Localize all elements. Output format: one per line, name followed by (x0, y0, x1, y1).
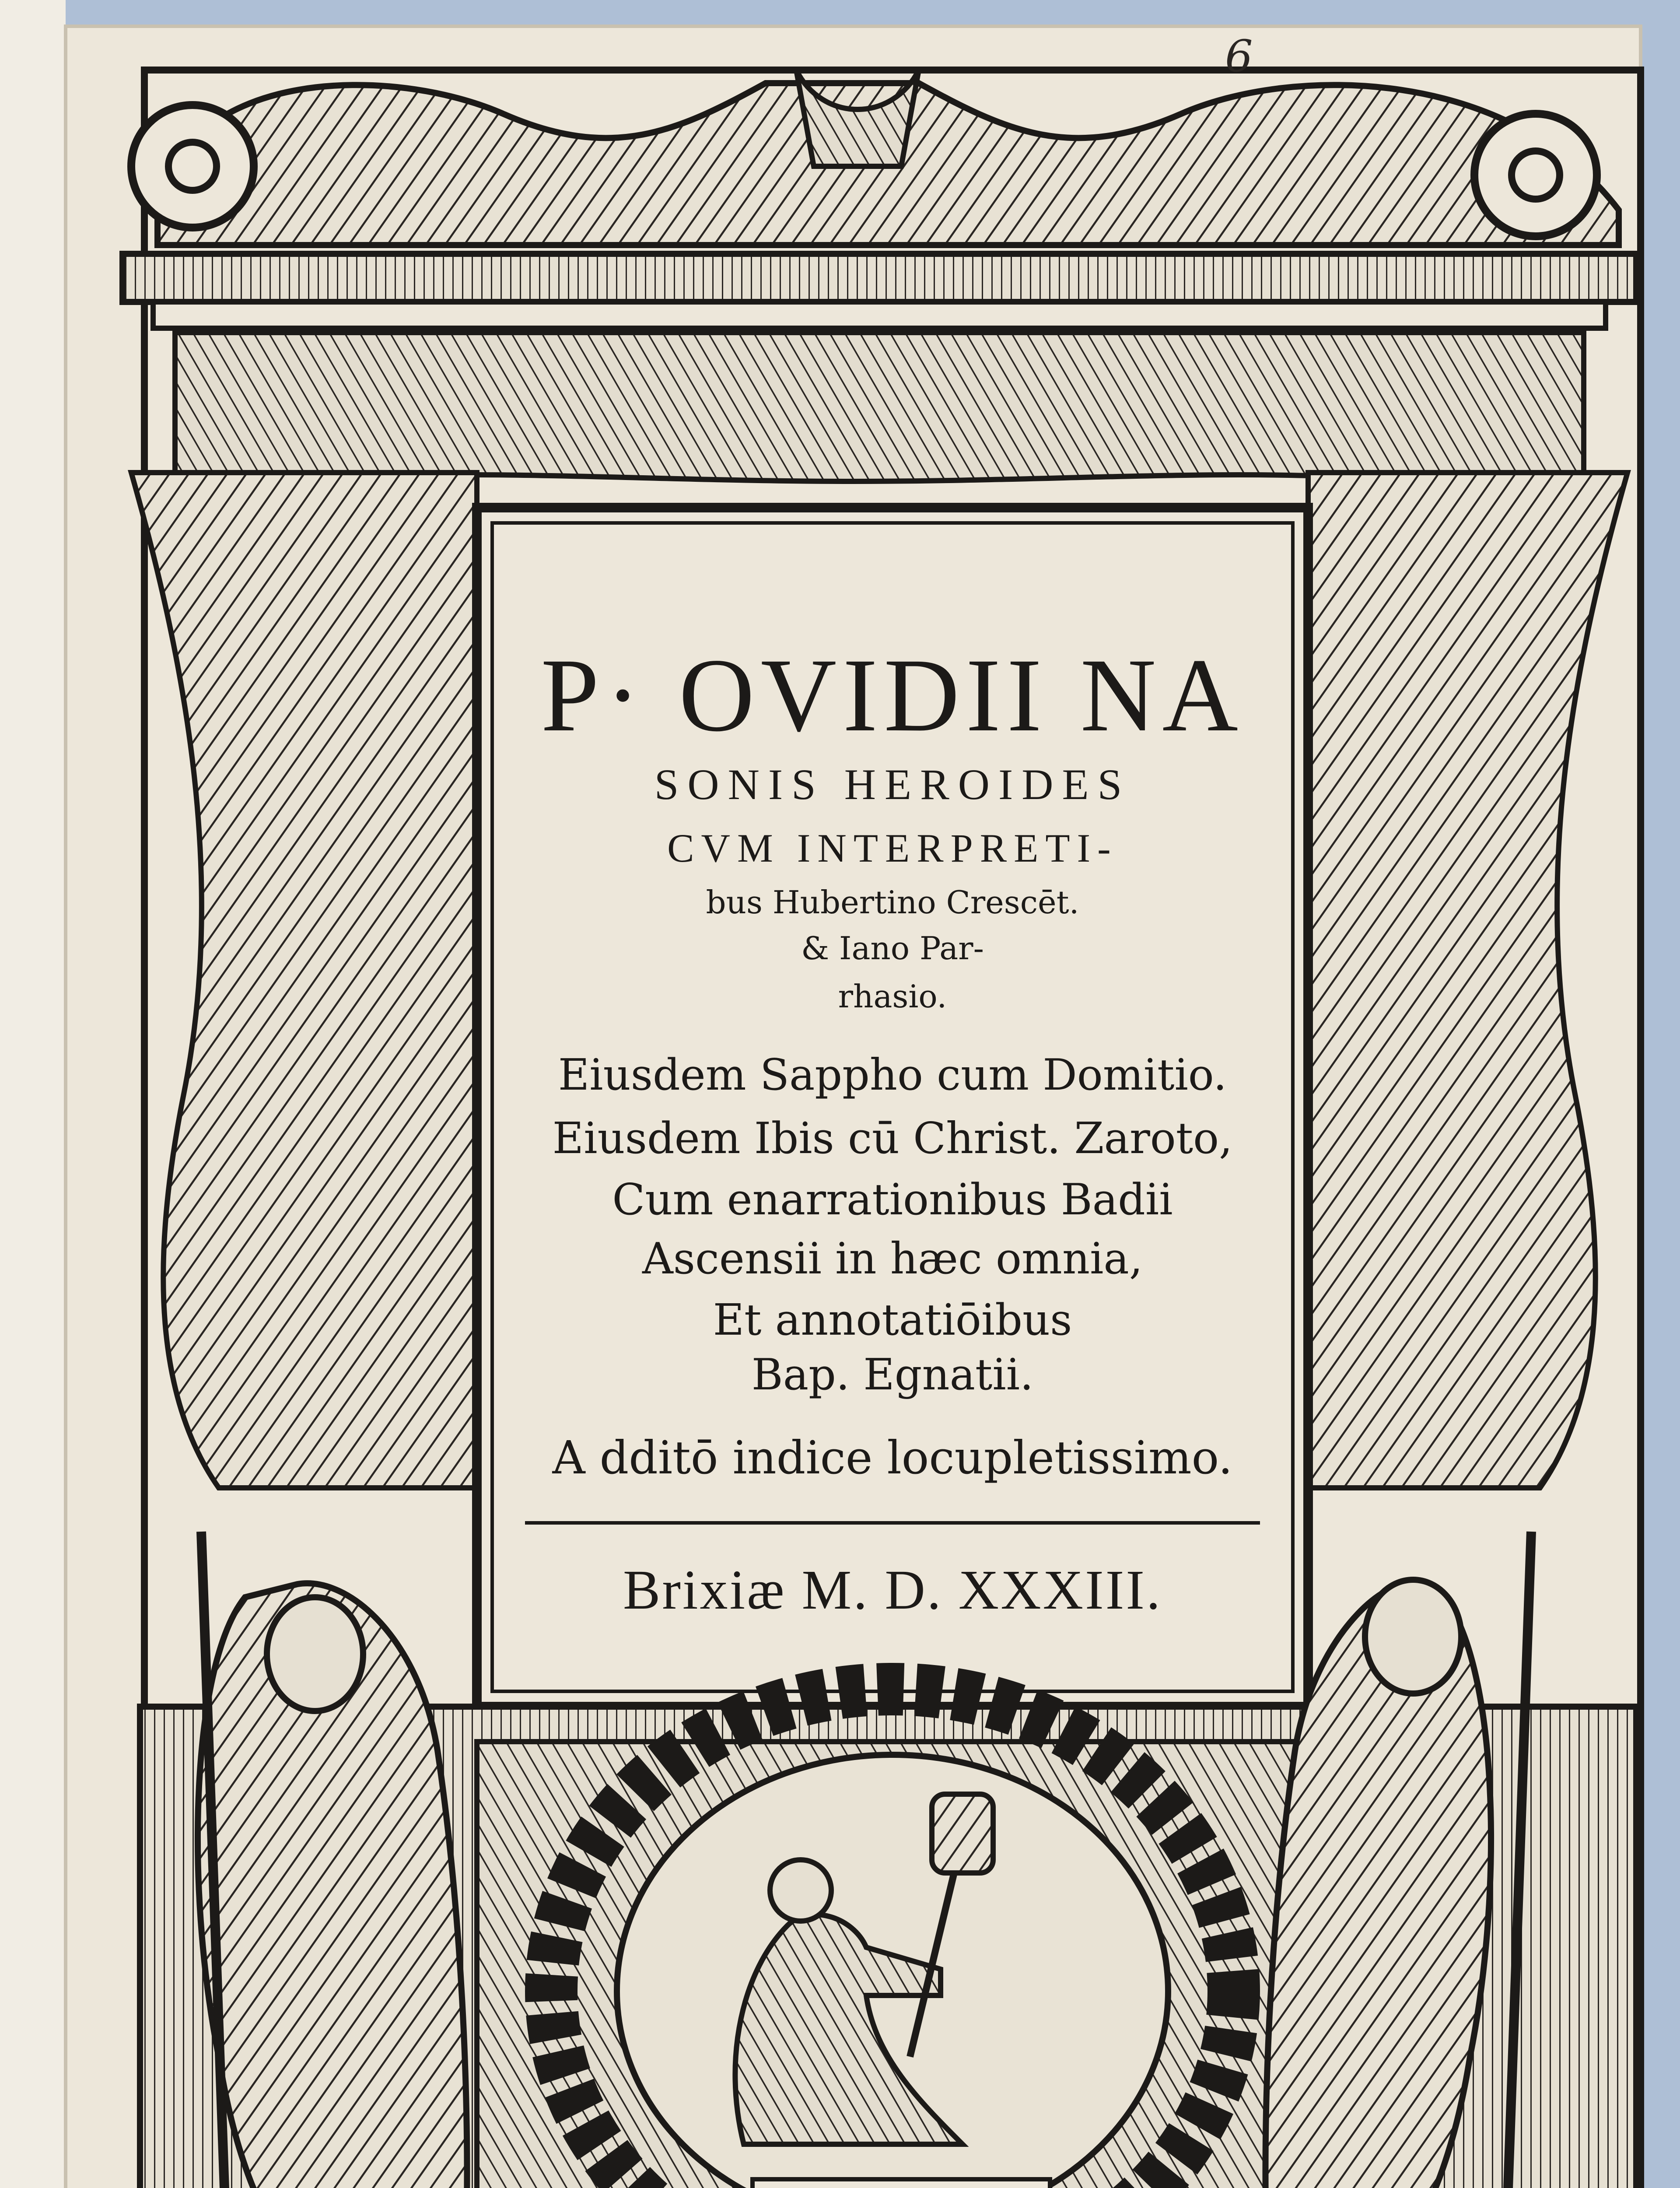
imprint: Brixiæ M. D. XXXIII. (623, 1559, 1162, 1621)
title-line-11: Et annotatiōibus (713, 1295, 1072, 1345)
title-line-12: Bap. Egnatii. (751, 1350, 1034, 1400)
cartouche (752, 2179, 1050, 2188)
entablature (122, 254, 1636, 302)
title-line-5: & Iano Par- (801, 930, 984, 967)
title-line-3: CVM INTERPRETI- (667, 826, 1118, 870)
title-line-10: Ascensii in hæc omnia, (642, 1234, 1143, 1284)
title-line-7: Eiusdem Sappho cum Domitio. (558, 1050, 1227, 1100)
title-line-13: A dditō indice locupletissimo. (552, 1431, 1233, 1484)
title-line-2: SONIS HEROIDES (654, 760, 1131, 809)
rosette-icon (1474, 114, 1597, 236)
title-line-9: Cum enarrationibus Badii (612, 1175, 1173, 1225)
title-line-8: Eiusdem Ibis cū Christ. Zaroto, (552, 1114, 1233, 1164)
rosette-icon (131, 105, 254, 228)
left-page-edge (0, 0, 66, 2188)
top-scroll-ornament (131, 70, 1619, 245)
title-line-4: bus Hubertino Crescēt. (706, 884, 1079, 921)
title-line-6: rhasio. (838, 978, 947, 1015)
title-line-1: P· OVIDII NA (541, 637, 1244, 753)
page-number: 6 (1225, 31, 1253, 82)
